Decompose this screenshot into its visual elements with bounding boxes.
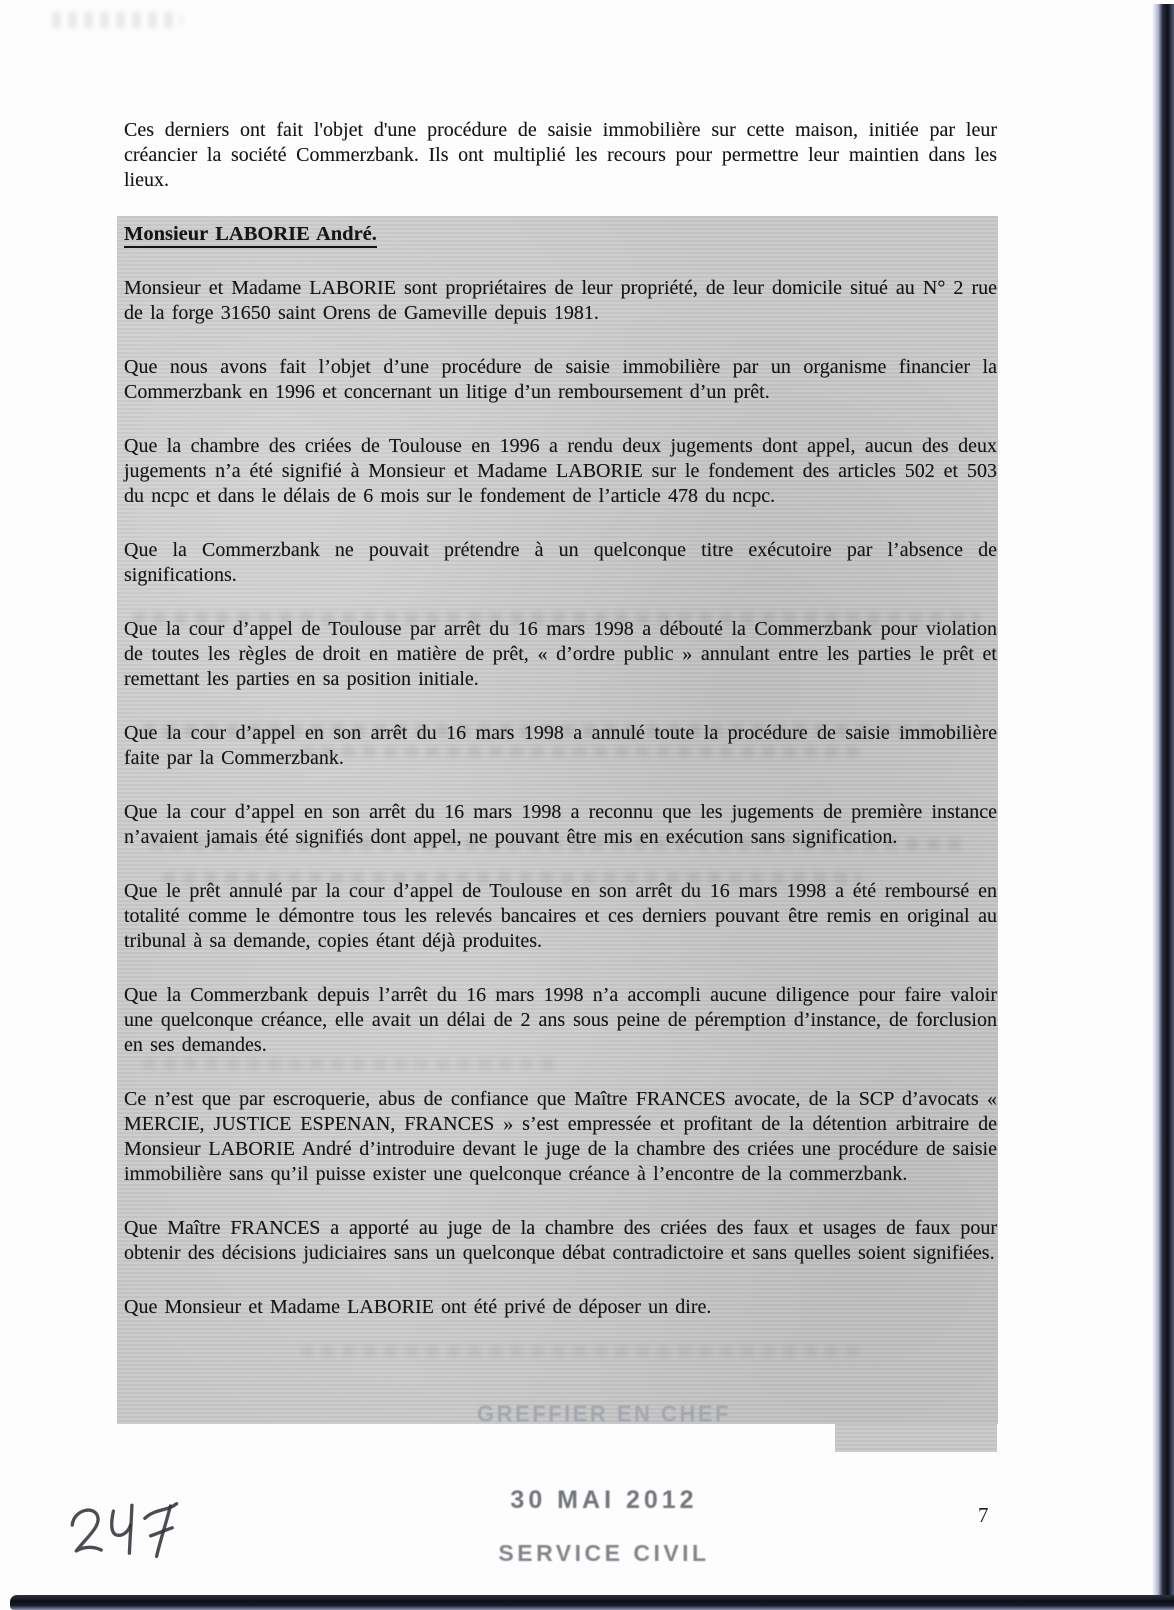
- paragraph: Que la Commerzbank ne pouvait prétendre à un quelconque titre exécutoire par l’absence de significations.: [124, 539, 997, 586]
- stamp-date-line: 30 MAI 2012: [510, 1486, 698, 1514]
- paragraph: Que la cour d’appel en son arrêt du 16 mars 1998 a reconnu que les jugements de première instance n’avaient jamais été signifiés dont appel, ne pouvant être mis en exécution sans signification.: [124, 801, 997, 848]
- scan-edge-right: [1152, 4, 1174, 1610]
- paragraph: Que Maître FRANCES a apporté au juge de la chambre des criées des faux et usages de faux pour obtenir des décisions judiciaires sans un quelconque débat contradictoire et sans quelles soient signifiées.: [124, 1217, 997, 1264]
- scan-edge-bottom: [10, 1595, 1174, 1610]
- handwritten-247-strokes: [59, 1490, 192, 1572]
- paragraph: Que la chambre des criées de Toulouse en 1996 a rendu deux jugements dont appel, aucun des deux jugements n’a été signifié à Monsieur et Madame LABORIE sur le fondement des articles 502 et 503 du ncpc et dans le délais de 6 mois sur le fondement de l’article 478 du ncpc.: [124, 435, 997, 507]
- paragraph: Ce n’est que par escroquerie, abus de confiance que Maître FRANCES avocate, de la SCP d’avocats « MERCIE, JUSTICE ESPENAN, FRANCES » s’est empressée et profitant de la détention arbitraire de Monsieur LABORIE André d’introduire devant le juge de la chambre des criées une procédure de saisie immobilière sans qu’il puisse exister une quelconque créance à l’encontre de la commerzbank.: [124, 1088, 997, 1185]
- stamp-office-line: GREFFIER EN CHEF: [477, 1400, 731, 1427]
- paragraph: Que Monsieur et Madame LABORIE ont été privé de déposer un dire.: [124, 1296, 712, 1318]
- intro-paragraph: Ces derniers ont fait l'objet d'une procédure de saisie immobilière sur cette maison, initiée par leur créancier la société Commerzbank. Ils ont multiplié les recours pour permettre leur maintien dans les lieux.: [124, 119, 997, 191]
- stamp-service-line: SERVICE CIVIL: [498, 1540, 710, 1566]
- paragraph: Que nous avons fait l’objet d’une procédure de saisie immobilière par un organisme financier la Commerzbank en 1996 et concernant un litige d’un remboursement d’un prêt.: [124, 356, 997, 403]
- paragraph: Que la cour d’appel de Toulouse par arrêt du 16 mars 1998 a débouté la Commerzbank pour violation de toutes les règles de droit en matière de prêt, « d’ordre public » annulant entre les parties le prêt et remettant les parties en sa position initiale.: [124, 618, 997, 690]
- section-heading: Monsieur LABORIE André.: [124, 222, 997, 247]
- paragraph: Que la Commerzbank depuis l’arrêt du 16 mars 1998 n’a accompli aucune diligence pour faire valoir une quelconque créance, elle avait un délai de 2 ans sous peine de péremption d’instance, de forclusion en ses demandes.: [124, 984, 997, 1056]
- document-body: [124, 118, 997, 1349]
- paragraph: Monsieur et Madame LABORIE sont propriétaires de leur propriété, de leur domicile situé au N° 2 rue de la forge 31650 saint Orens de Gameville depuis 1981.: [124, 277, 997, 324]
- paragraph: Que le prêt annulé par la cour d’appel de Toulouse en son arrêt du 16 mars 1998 a été remboursé en totalité comme le démontre tous les relevés bancaires et ces derniers pouvant être remis en original au tribunal à sa demande, copies étant déjà produites.: [124, 880, 997, 952]
- gray-highlight-block-tail: [835, 1424, 997, 1452]
- pencil-smudge-artifact: [52, 12, 182, 28]
- handwritten-page-number: [59, 1490, 192, 1572]
- page-number: 7: [978, 1503, 989, 1527]
- paragraph: Que la cour d’appel en son arrêt du 16 mars 1998 a annulé toute la procédure de saisie immobilière faite par la Commerzbank.: [124, 722, 997, 769]
